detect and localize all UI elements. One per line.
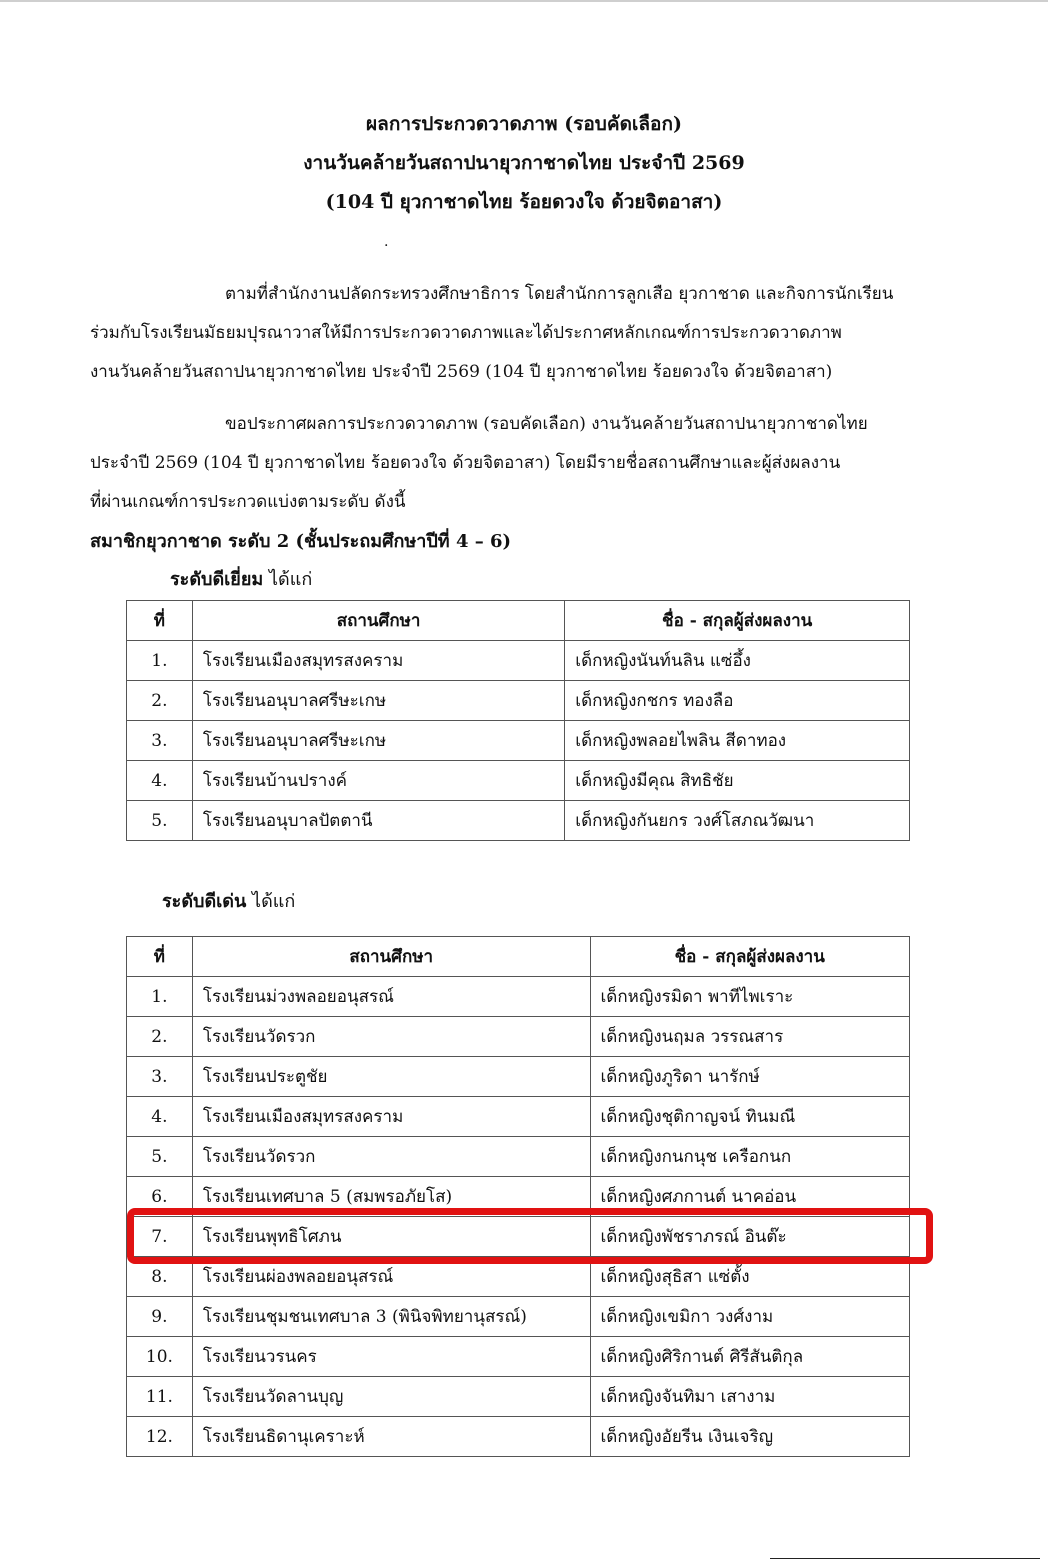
name-cell: เด็กหญิงจันทิมา เสางาม xyxy=(590,1377,910,1417)
row-number: 5. xyxy=(127,801,193,841)
level-outstanding-heading xyxy=(162,886,295,915)
name-cell: เด็กหญิงสุธิสา แซ่ตั้ง xyxy=(590,1257,910,1297)
intro-paragraph xyxy=(90,275,950,392)
row-number: 10. xyxy=(127,1337,193,1377)
name-cell: เด็กหญิงนฤมล วรรณสาร xyxy=(590,1017,910,1057)
name-cell: เด็กหญิงพลอยไพลิน สีดาทอง xyxy=(565,721,910,761)
school-cell: โรงเรียนพุทธิโศภน xyxy=(192,1217,590,1257)
level-excellent-name: ระดับดีเยี่ยม xyxy=(170,569,264,590)
level-outstanding-suffix: ได้แก่ xyxy=(246,891,296,912)
school-cell: โรงเรียนชุมชนเทศบาล 3 (พินิจพิทยานุสรณ์) xyxy=(192,1297,590,1337)
row-number: 2. xyxy=(127,681,193,721)
highlight-box-row-7 xyxy=(127,1208,933,1264)
name-cell: เด็กหญิงศภกานต์ นาคอ่อน xyxy=(590,1177,910,1217)
school-cell: โรงเรียนอนุบาลศรีษะเกษ xyxy=(192,681,564,721)
table-row xyxy=(127,641,910,681)
bottom-rule xyxy=(770,1558,1040,1559)
name-cell: เด็กหญิงมีคุณ สิทธิชัย xyxy=(565,761,910,801)
intro-line-3: งานวันคล้ายวันสถาปนายุวกาชาดไทย ประจำปี 2569 (104 ปี ยุวกาชาดไทย ร้อยดวงใจ ด้วยจิตอาสา) xyxy=(90,362,833,382)
table-row xyxy=(127,801,910,841)
outstanding-table xyxy=(126,936,910,1457)
title-line-3: (104 ปี ยุวกาชาดไทย ร้อยดวงใจ ด้วยจิตอาสา) xyxy=(325,191,723,213)
row-number: 9. xyxy=(127,1297,193,1337)
announcement-paragraph xyxy=(90,405,950,522)
header-name: ชื่อ - สกุลผู้ส่งผลงาน xyxy=(590,937,910,977)
name-cell: เด็กหญิงกนกนุช เครือกนก xyxy=(590,1137,910,1177)
level-excellent-suffix: ได้แก่ xyxy=(263,569,313,590)
school-cell: โรงเรียนวรนคร xyxy=(192,1337,590,1377)
name-cell: เด็กหญิงพัชราภรณ์ อินต๊ะ xyxy=(590,1217,910,1257)
school-cell: โรงเรียนผ่องพลอยอนุสรณ์ xyxy=(192,1257,590,1297)
header-no: ที่ xyxy=(127,937,193,977)
name-cell: เด็กหญิงชุติกาญจน์ ทินมณี xyxy=(590,1097,910,1137)
row-number: 4. xyxy=(127,761,193,801)
table-row xyxy=(127,1057,910,1097)
school-cell: โรงเรียนวัดรวก xyxy=(192,1017,590,1057)
name-cell: เด็กหญิงอัยรีน เงินเจริญ xyxy=(590,1417,910,1457)
name-cell: เด็กหญิงภูริดา นารักษ์ xyxy=(590,1057,910,1097)
school-cell: โรงเรียนวัดลานบุญ xyxy=(192,1377,590,1417)
row-number: 3. xyxy=(127,721,193,761)
school-cell: โรงเรียนเทศบาล 5 (สมพรอภัยโส) xyxy=(192,1177,590,1217)
school-cell: โรงเรียนวัดรวก xyxy=(192,1137,590,1177)
name-cell: เด็กหญิงศิริกานต์ ศิรีสันติกุล xyxy=(590,1337,910,1377)
row-number: 11. xyxy=(127,1377,193,1417)
table-row xyxy=(127,1297,910,1337)
row-number: 1. xyxy=(127,977,193,1017)
level-outstanding-name: ระดับดีเด่น xyxy=(162,891,247,912)
school-cell: โรงเรียนประตูชัย xyxy=(192,1057,590,1097)
row-number: 4. xyxy=(127,1097,193,1137)
school-cell: โรงเรียนเมืองสมุทรสงคราม xyxy=(192,641,564,681)
table-row xyxy=(127,977,910,1017)
name-cell: เด็กหญิงกันยกร วงศ์โสภณวัฒนา xyxy=(565,801,910,841)
row-number: 3. xyxy=(127,1057,193,1097)
intro-line-1: ตามที่สำนักงานปลัดกระทรวงศึกษาธิการ โดยสำนักการลูกเสือ ยุวกาชาด และกิจการนักเรียน xyxy=(225,284,894,304)
header-school: สถานศึกษา xyxy=(192,601,564,641)
announcement-line-2: ประจำปี 2569 (104 ปี ยุวกาชาดไทย ร้อยดวงใจ ด้วยจิตอาสา) โดยมีรายชื่อสถานศึกษาและผู้ส่งผลงาน xyxy=(90,453,841,473)
header-school: สถานศึกษา xyxy=(192,937,590,977)
table-row xyxy=(127,681,910,721)
table-row xyxy=(127,761,910,801)
name-cell: เด็กหญิงกชกร ทองลือ xyxy=(565,681,910,721)
row-number: 8. xyxy=(127,1257,193,1297)
row-number: 12. xyxy=(127,1417,193,1457)
school-cell: โรงเรียนอนุบาลปัตตานี xyxy=(192,801,564,841)
section-title: สมาชิกยุวกาชาด ระดับ 2 (ชั้นประถมศึกษาปีที่ 4 – 6) xyxy=(90,531,512,552)
table-row xyxy=(127,1417,910,1457)
school-cell: โรงเรียนม่วงพลอยอนุสรณ์ xyxy=(192,977,590,1017)
header-name: ชื่อ - สกุลผู้ส่งผลงาน xyxy=(565,601,910,641)
row-number: 1. xyxy=(127,641,193,681)
table-row xyxy=(127,1017,910,1057)
table-header-row xyxy=(127,937,910,977)
name-cell: เด็กหญิงเขมิกา วงศ์งาม xyxy=(590,1297,910,1337)
name-cell: เด็กหญิงรมิดา พาทีไพเราะ xyxy=(590,977,910,1017)
excellent-table xyxy=(126,600,910,841)
stray-dot: . xyxy=(384,234,389,250)
school-cell: โรงเรียนบ้านปรางค์ xyxy=(192,761,564,801)
school-cell: โรงเรียนธิดานุเคราะห์ xyxy=(192,1417,590,1457)
intro-line-2: ร่วมกับโรงเรียนมัธยมปุรณาวาสให้มีการประกวดวาดภาพและได้ประกาศหลักเกณฑ์การประกวดวาดภาพ xyxy=(90,323,842,343)
announcement-line-3: ที่ผ่านเกณฑ์การประกวดแบ่งตามระดับ ดังนี้ xyxy=(90,492,406,512)
header-no: ที่ xyxy=(127,601,193,641)
table-row xyxy=(127,1377,910,1417)
row-number: 2. xyxy=(127,1017,193,1057)
title-line-1: ผลการประกวดวาดภาพ (รอบคัดเลือก) xyxy=(366,113,682,135)
top-rule xyxy=(0,0,1048,2)
row-number: 7. xyxy=(127,1217,193,1257)
school-cell: โรงเรียนเมืองสมุทรสงคราม xyxy=(192,1097,590,1137)
row-number: 6. xyxy=(127,1177,193,1217)
table-row xyxy=(127,1097,910,1137)
row-number: 5. xyxy=(127,1137,193,1177)
title-line-2: งานวันคล้ายวันสถาปนายุวกาชาดไทย ประจำปี 2569 xyxy=(303,152,745,174)
table-row xyxy=(127,1137,910,1177)
school-cell: โรงเรียนอนุบาลศรีษะเกษ xyxy=(192,721,564,761)
level-excellent-heading xyxy=(170,564,312,593)
announcement-line-1: ขอประกาศผลการประกวดวาดภาพ (รอบคัดเลือก) งานวันคล้ายวันสถาปนายุวกาชาดไทย xyxy=(225,414,868,434)
table-row xyxy=(127,1337,910,1377)
name-cell: เด็กหญิงนันท์นลิน แซ่อึ้ง xyxy=(565,641,910,681)
table-row xyxy=(127,721,910,761)
table-header-row xyxy=(127,601,910,641)
